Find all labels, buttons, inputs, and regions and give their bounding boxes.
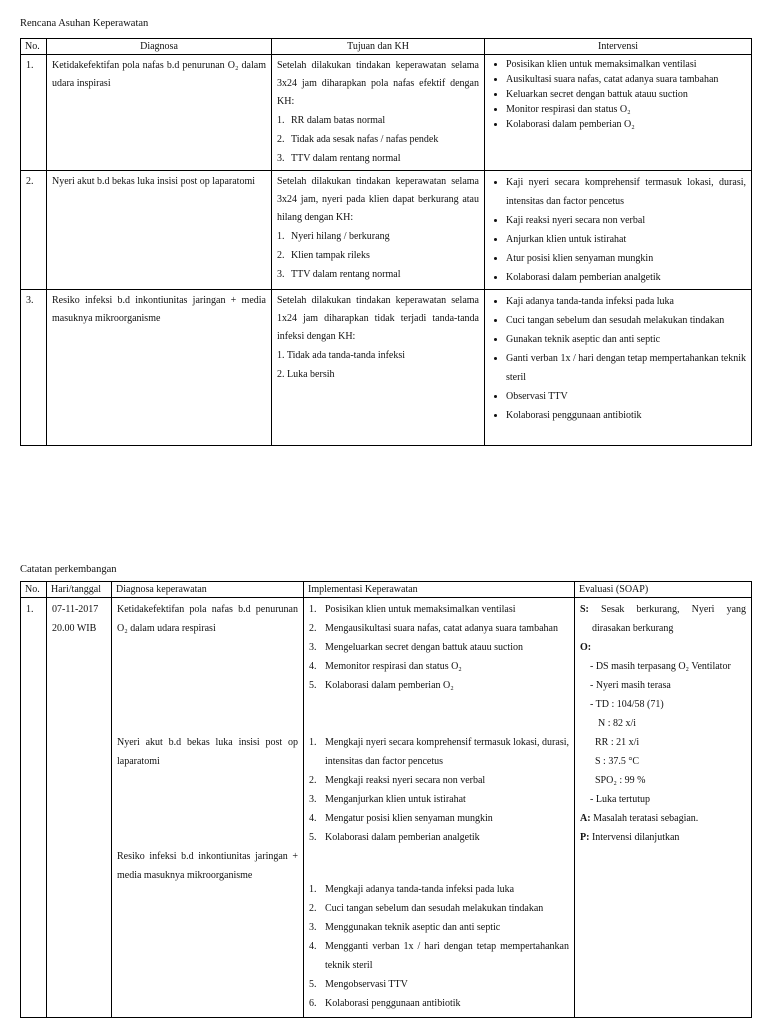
diagnosis-cell: [112, 598, 304, 1018]
intervention-cell: [485, 55, 752, 171]
soap-objective-item: - Nyeri masih terasa: [590, 680, 671, 691]
list-item: 5. Mengobservasi TTV: [309, 979, 408, 990]
list-item: 1. RR dalam batas normal: [277, 115, 386, 126]
table-row: [21, 171, 752, 290]
list-item: 2. Mengkaji reaksi nyeri secara non verbal: [309, 775, 486, 786]
intervention-cell: [485, 290, 752, 446]
goal-cell: [272, 55, 485, 171]
list-item: 3. TTV dalam rentang normal: [277, 153, 401, 164]
list-item: 2. Klien tampak rileks: [277, 250, 370, 261]
care-plan-table: [20, 38, 752, 446]
vital-sign: SPO₂ : 99 %: [595, 775, 646, 786]
list-item: 1. Tidak ada tanda-tanda infeksi: [277, 350, 406, 361]
list-item: • Kolaborasi penggunaan antibiotik: [506, 406, 746, 425]
list-item: • Ausikultasi suara nafas, catat adanya suara tambahan: [506, 72, 746, 87]
col-header-diagnosa: Diagnosa keperawatan: [112, 582, 304, 598]
list-item: • Observasi TTV: [506, 387, 746, 406]
list-item: • Kaji nyeri secara komprehensif termasuk lokasi, durasi, intensitas dan factor pencetus: [506, 173, 746, 211]
list-item: 4. Memonitor respirasi dan status O₂: [309, 661, 462, 672]
list-item: • Monitor respirasi dan status O₂: [506, 102, 746, 117]
col-header-evaluasi: Evaluasi (SOAP): [575, 582, 752, 598]
list-item: • Ganti verban 1x / hari dengan tetap mempertahankan teknik steril: [506, 349, 746, 387]
time-text: 20.00 WIB: [52, 623, 97, 634]
col-header-no: No.: [21, 39, 47, 55]
goal-cell: [272, 290, 485, 446]
plan-caption: Rencana Asuhan Keperawatan: [20, 18, 149, 29]
care-plan-header-row: [21, 39, 752, 55]
list-item: 3. Menggunakan teknik aseptic dan anti septic: [309, 922, 501, 933]
list-item: 2. Mengausikultasi suara nafas, catat adanya suara tambahan: [309, 623, 558, 634]
diagnosis-text: Ketidakefektifan pola nafas b.d penurunan O₂ dalam udara inspirasi: [47, 55, 272, 171]
list-item: 1. Nyeri hilang / berkurang: [277, 231, 390, 242]
diagnosis-text: Nyeri akut b.d bekas luka insisi post op laparatomi: [117, 737, 298, 767]
list-item: 1. Mengkaji nyeri secara komprehensif termasuk lokasi, durasi, intensitas dan factor pencetus: [309, 737, 569, 767]
col-header-intervensi: Intervensi: [485, 39, 752, 55]
row-number: 2.: [21, 171, 47, 290]
list-item: • Kaji reaksi nyeri secara non verbal: [506, 211, 746, 230]
list-item: • Cuci tangan sebelum dan sesudah melakukan tindakan: [506, 311, 746, 330]
col-header-tujuan: Tujuan dan KH: [272, 39, 485, 55]
list-item: • Anjurkan klien untuk istirahat: [506, 230, 746, 249]
table-row: [21, 598, 752, 1018]
soap-subjective: S: Sesak berkurang, Nyeri yang dirasakan berkurang: [580, 604, 747, 634]
list-item: 4. Mengatur posisi klien senyaman mungkin: [309, 813, 493, 824]
list-item: 2. Luka bersih: [277, 369, 335, 380]
list-item: • Atur posisi klien senyaman mungkin: [506, 249, 746, 268]
list-item: • Keluarkan secret dengan battuk atauu suction: [506, 87, 746, 102]
soap-cell: [575, 598, 752, 1018]
table-row: [21, 55, 752, 171]
diagnosis-text: Resiko infeksi b.d inkontiunitas jaringan + media masuknya mikroorganisme: [47, 290, 272, 446]
soap-plan: P: Intervensi dilanjutkan: [580, 832, 680, 843]
soap-objective-item: - TD : 104/58 (71): [590, 699, 664, 710]
col-header-implementasi: Implementasi Keperawatan: [304, 582, 575, 598]
list-item: 3. Menganjurkan klien untuk istirahat: [309, 794, 466, 805]
table-row: [21, 290, 752, 446]
list-item: 2. Tidak ada sesak nafas / nafas pendek: [277, 134, 439, 145]
row-number: 3.: [21, 290, 47, 446]
row-number: 1.: [21, 598, 47, 1018]
row-number: 1.: [21, 55, 47, 171]
soap-objective-label: O:: [580, 642, 592, 653]
intervention-cell: [485, 171, 752, 290]
vital-sign: RR : 21 x/i: [595, 737, 640, 748]
diagnosis-text: Ketidakefektifan pola nafas b.d penurunan O₂ dalam udara respirasi: [117, 604, 298, 634]
soap-objective-item: - DS masih terpasang O₂ Ventilator: [590, 661, 731, 672]
progress-header-row: [21, 582, 752, 598]
diagnosis-text: Resiko infeksi b.d inkontiunitas jaringan + media masuknya mikroorganisme: [117, 851, 298, 881]
list-item: • Gunakan teknik aseptic dan anti septic: [506, 330, 746, 349]
diagnosis-text: Nyeri akut b.d bekas luka insisi post op laparatomi: [47, 171, 272, 290]
list-item: 6. Kolaborasi penggunaan antibiotik: [309, 998, 461, 1009]
list-item: 4. Mengganti verban 1x / hari dengan tetap mempertahankan teknik steril: [309, 941, 569, 971]
list-item: • Kolaborasi dalam pemberian analgetik: [506, 268, 746, 287]
goal-cell: [272, 171, 485, 290]
list-item: 3. Mengeluarkan secret dengan battuk atauu suction: [309, 642, 523, 653]
list-item: 2. Cuci tangan sebelum dan sesudah melakukan tindakan: [309, 903, 544, 914]
list-item: 3. TTV dalam rentang normal: [277, 269, 401, 280]
soap-assessment: A: Masalah teratasi sebagian.: [580, 813, 699, 824]
col-header-diagnosa: Diagnosa: [47, 39, 272, 55]
col-header-no: No.: [21, 582, 47, 598]
list-item: 5. Kolaborasi dalam pemberian analgetik: [309, 832, 480, 843]
goal-intro: Setelah dilakukan tindakan keperawatan selama 1x24 jam diharapkan tidak terjadi tanda-tanda infeksi dengan KH:: [277, 295, 479, 342]
soap-objective-item: - Luka tertutup: [590, 794, 650, 805]
goal-intro: Setelah dilakukan tindakan keperawatan selama 3x24 jam diharapkan pola nafas efektif dengan KH:: [277, 60, 479, 107]
list-item: • Posisikan klien untuk memaksimalkan ventilasi: [506, 57, 746, 72]
progress-caption: Catatan perkembangan: [20, 564, 117, 575]
date-text: 07-11-2017: [52, 604, 99, 615]
date-cell: [47, 598, 112, 1018]
progress-notes-table: [20, 581, 752, 1018]
vital-sign: S : 37.5 °C: [595, 756, 640, 767]
list-item: 5. Kolaborasi dalam pemberian O₂: [309, 680, 454, 691]
list-item: 1. Posisikan klien untuk memaksimalkan ventilasi: [309, 604, 516, 615]
list-item: 1. Mengkaji adanya tanda-tanda infeksi pada luka: [309, 884, 515, 895]
list-item: • Kaji adanya tanda-tanda infeksi pada luka: [506, 292, 746, 311]
goal-intro: Setelah dilakukan tindakan keperawatan selama 3x24 jam, nyeri pada klien dapat berkurang atau hilang dengan KH:: [277, 176, 479, 223]
list-item: • Kolaborasi dalam pemberian O₂: [506, 117, 746, 132]
vital-sign: N : 82 x/i: [598, 718, 637, 729]
col-header-date: Hari/tanggal: [47, 582, 112, 598]
implementation-cell: [304, 598, 575, 1018]
